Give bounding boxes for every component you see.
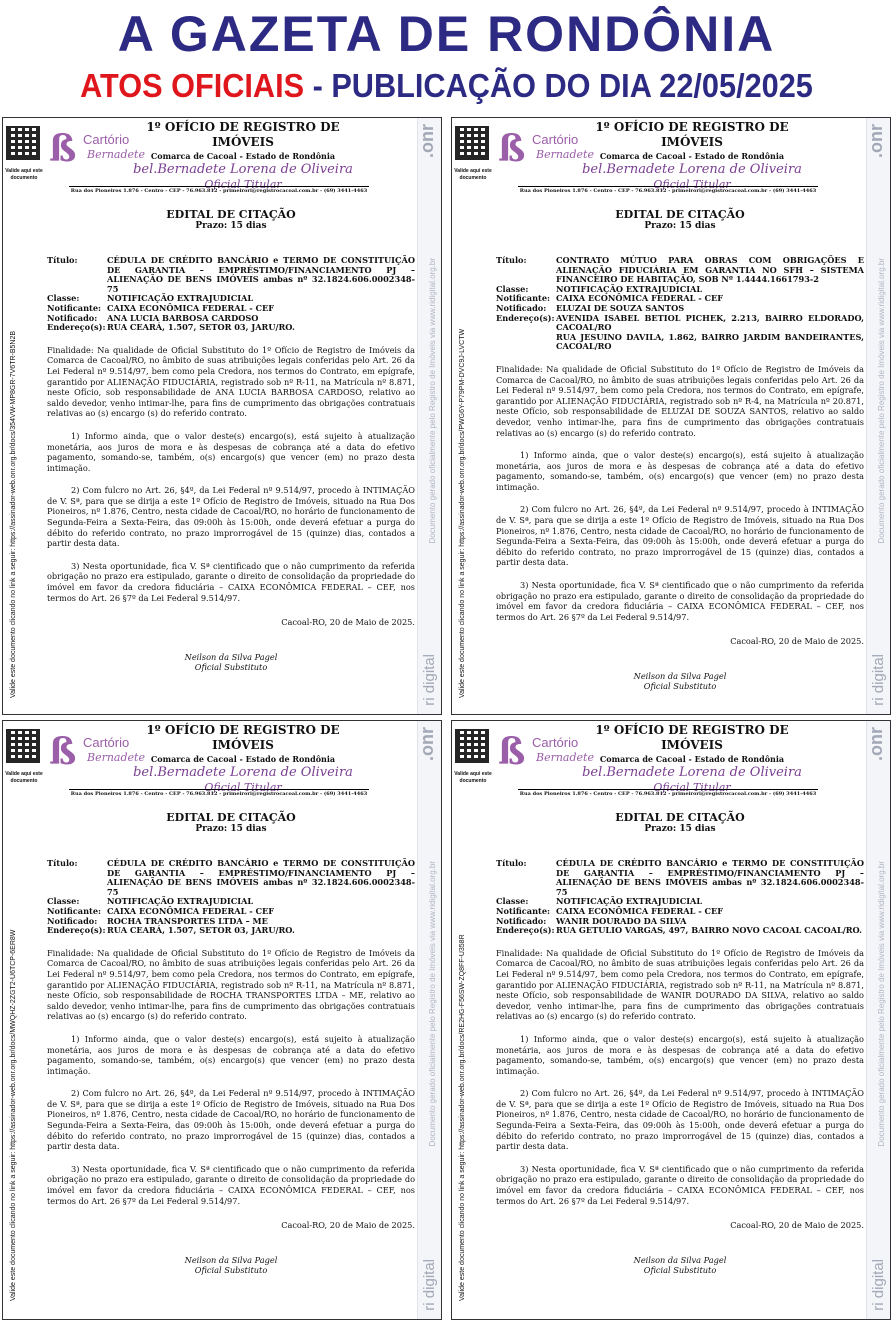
logo-line1: Cartório	[83, 132, 130, 147]
office-header	[572, 723, 812, 795]
onr-text: Documento gerado oficialmente pelo Registro de Imóveis via www.ridigital.org.br	[877, 258, 886, 544]
publication-subtitle	[31, 64, 861, 108]
office-title: 1º OFÍCIO DE REGISTRO DE IMÓVEIS	[595, 723, 789, 752]
field-titulo: Título: CONTRATO MÚTUO PARA OBRAS COM OBRIGAÇÕES E ALIENAÇÃO FIDUCIÁRIA EM GARANTIA NO SFH – SISTEMA FINANCEIRO DE HABITAÇÃO, SOB Nº 1.4444.1661793-2	[496, 255, 864, 285]
office-header	[572, 120, 812, 192]
subtitle-dash: -	[304, 67, 332, 104]
newspaper-title: A GAZETA DE RONDÔNIA	[117, 6, 776, 62]
onr-sidebar	[866, 118, 890, 714]
finalidade-paragraph: Finalidade: Na qualidade de Oficial Substituto do 1º Ofício de Registro de Imóveis da Comarca de Cacoal/RO, no âmbito de suas atribuições legais conferidas pelo Art. 26 da Lei Federal nº 9.514/97, bem como pela Credora, nos termos do Contrato, em epígrafe, garantido por ALIENAÇÃO FIDUCIÁRIA, registrado sob nº R-11, na Matrícula nº 8.871, neste Ofício, sob responsabilidade de WANIR DOURADO DA SILVA, relativo ao saldo devedor, venho intimar-lhe, para fins de cumprimento das obrigações contratuais relativas ao (s) encargo (s) do referido contrato.	[496, 947, 864, 1022]
notice-fields	[496, 256, 864, 352]
onr-text: Documento gerado oficialmente pelo Registro de Imóveis via www.ridigital.org.br	[428, 861, 437, 1147]
field-notificante: Notificante: CAIXA ECONÔMICA FEDERAL - CEF	[496, 907, 864, 917]
onr-text: Documento gerado oficialmente pelo Registro de Imóveis via www.ridigital.org.br	[877, 861, 886, 1147]
finalidade-paragraph: Finalidade: Na qualidade de Oficial Substituto do 1º Ofício de Registro de Imóveis da Comarca de Cacoal/RO, no âmbito de suas atribuições legais conferidas pelo Art. 26 da Lei Federal nº 9.514/97, bem como pela Credora, nos termos do Contrato, em epígrafe, garantido por ALIENAÇÃO FIDUCIÁRIA, registrado sob nº R-11, na Matrícula nº 8.871, neste Ofício, sob responsabilidade de ROCHA TRANSPORTES LTDA – ME, relativo ao saldo devedor, venho intimar-lhe, para fins de cumprimento das obrigações contratuais relativas ao (s) encargo (s) do referido contrato.	[47, 947, 415, 1022]
office-header	[123, 723, 363, 795]
office-address: Rua dos Pioneiros 1.876 - Centro - CEP - 76.963.812 - primeirori@registrocacoal.com.br - (69) 3441-4463	[519, 791, 817, 797]
qr-caption: Valide aqui este documento	[5, 771, 43, 784]
office-name: bel.Bernadete Lorena de Oliveira	[582, 162, 802, 177]
prazo: Prazo: 15 dias	[195, 221, 267, 231]
notificante-value: CAIXA ECONÔMICA FEDERAL - CEF	[556, 293, 724, 304]
paragraph-2: 2) Com fulcro no Art. 26, §4º, da Lei Federal nº 9.514/97, procedo à INTIMAÇÃO de V. Sª, para que se dirija a este 1º Ofício de Registro de Imóveis, situado na Rua Dos Pioneiros, nº 1.876, Centro, nesta cidade de Cacoal/RO, no horário de funcionamento de Segunda-Feira a Sexta-Feira, das 09:00h às 15:00h, onde deverá efetuar a purga do débito do referido contrato, no prazo improrrogável de 15 (quinze) dias, contados a partir desta data.	[496, 1088, 864, 1152]
office-title: 1º OFÍCIO DE REGISTRO DE IMÓVEIS	[146, 723, 340, 752]
onr-sidebar	[866, 721, 890, 1319]
notice-panel-4	[451, 720, 891, 1320]
field-titulo: Título: CÉDULA DE CRÉDITO BANCÁRIO e TERMO DE CONSTITUIÇÃO DE GARANTIA – EMPRÉSTIMO/FINANCIAMENTO PJ – ALIENAÇÃO DE BENS IMÓVEIS ambas nº 32.1824.606.0002348-75	[496, 858, 864, 897]
titulo-value: CÉDULA DE CRÉDITO BANCÁRIO e TERMO DE CONSTITUIÇÃO DE GARANTIA – EMPRÉSTIMO/FINANCIAMENTO PJ – ALIENAÇÃO DE BENS IMÓVEIS ambas nº 32.1824.606.0002348-75	[107, 255, 415, 294]
signature-block	[47, 1255, 415, 1275]
onr-logo-icon: .onr	[417, 124, 437, 158]
office-comarca: Comarca de Cacoal - Estado de Rondônia	[150, 754, 336, 764]
logo-line2: Bernadete	[536, 148, 594, 161]
classe-value: NOTIFICAÇÃO EXTRAJUDICIAL	[107, 293, 254, 304]
notificante-value: CAIXA ECONÔMICA FEDERAL - CEF	[107, 302, 275, 313]
field-endereco: Endereço(s): RUA GETULIO VARGAS, 497, BAIRRO NOVO CACOAL CACOAL/RO.	[496, 925, 863, 936]
notice-panel-3	[2, 720, 442, 1320]
validation-link-text[interactable]: Valide este documento clicando no link a seguir: https://assinador-web.onr.org.br/docs/MWQHZ-2ZGT2-U6TCP-6ER8W	[10, 929, 17, 1301]
office-name: bel.Bernadete Lorena de Oliveira	[133, 765, 353, 780]
signature-name: Neilson da Silva Pagel	[633, 671, 727, 681]
validation-link-text[interactable]: Valide este documento clicando no link a seguir: https://assinador-web.onr.org.br/docs/354VW-MP8GR-7V6TR-B5N2B	[10, 330, 17, 698]
field-classe: Classe: NOTIFICAÇÃO EXTRAJUDICIAL	[47, 294, 415, 304]
signature-block	[496, 1255, 864, 1275]
onr-sidebar	[417, 721, 441, 1319]
signature-role: Oficial Substituto	[194, 661, 268, 672]
qr-code-icon[interactable]	[6, 729, 40, 763]
paragraph-3: 3) Nesta oportunidade, fica V. Sª cientificado que o não cumprimento da referida obrigação no prazo era estipulado, garante o direito de consolidação da propriedade do imóvel em favor da credora fiduciária – CAIXA ECONÔMICA FEDERAL – CEF, nos termos do Art. 26 §7º da Lei Federal 9.514/97.	[496, 1163, 864, 1206]
notice-body	[496, 811, 864, 1275]
signature-name: Neilson da Silva Pagel	[184, 651, 278, 662]
field-titulo: Título: CÉDULA DE CRÉDITO BANCÁRIO e TERMO DE CONSTITUIÇÃO DE GARANTIA – EMPRÉSTIMO/FINANCIAMENTO PJ – ALIENAÇÃO DE BENS IMÓVEIS ambas nº 32.1824.606.0002348-75	[47, 255, 415, 294]
ri-digital-logo-icon: ri digital	[870, 1259, 887, 1311]
subtitle-blue: PUBLICAÇÃO DO DIA 22/05/2025	[331, 67, 813, 104]
validation-link[interactable]	[453, 841, 469, 1301]
field-endereco: Endereço(s): RUA CEARÁ, 1.507, SETOR 03, JARU/RO.	[47, 926, 415, 936]
office-role: Oficial Titular	[204, 178, 282, 191]
office-role: Oficial Titular	[653, 781, 731, 794]
finalidade-paragraph: Finalidade: Na qualidade de Oficial Substituto do 1º Ofício de Registro de Imóveis da Comarca de Cacoal/RO, no âmbito de suas atribuições legais conferidas pelo Art. 26 da Lei Federal nº 9.514/97, bem como pela Credora, nos termos do Contrato, em epígrafe, garantido por ALIENAÇÃO FIDUCIÁRIA, registrado sob nº R-4, na Matrícula nº 20.871, neste Ofício, sob responsabilidade de ELUZAI DE SOUZA SANTOS, relativo ao saldo devedor, venho intimar-lhe, para fins de cumprimento das obrigações contratuais relativas ao (s) encargo (s) do referido contrato.	[496, 363, 864, 438]
office-comarca: Comarca de Cacoal - Estado de Rondônia	[599, 151, 785, 161]
logo-line2: Bernadete	[536, 751, 594, 764]
office-name: bel.Bernadete Lorena de Oliveira	[582, 765, 802, 780]
qr-caption: Valide aqui este documento	[454, 168, 492, 181]
field-notificante: Notificante: CAIXA ECONÔMICA FEDERAL - CEF	[496, 294, 864, 304]
office-role: Oficial Titular	[653, 178, 731, 191]
edital-heading: EDITAL DE CITAÇÃO	[166, 208, 296, 221]
cartorio-logo-mark-icon: ß	[498, 731, 526, 773]
logo-line1: Cartório	[532, 132, 579, 147]
field-titulo: Título: CÉDULA DE CRÉDITO BANCÁRIO e TERMO DE CONSTITUIÇÃO DE GARANTIA – EMPRÉSTIMO/FINANCIAMENTO PJ – ALIENAÇÃO DE BENS IMÓVEIS ambas nº 32.1824.606.0002348-75	[47, 858, 415, 897]
field-classe: Classe: NOTIFICAÇÃO EXTRAJUDICIAL	[47, 897, 415, 907]
signature-name: Neilson da Silva Pagel	[184, 1254, 278, 1265]
place-date: Cacoal-RO, 20 de Maio de 2025.	[730, 1220, 864, 1231]
logo-line1: Cartório	[83, 735, 130, 750]
signature-block	[496, 671, 864, 691]
edital-heading: EDITAL DE CITAÇÃO	[615, 208, 745, 221]
titulo-value: CÉDULA DE CRÉDITO BANCÁRIO e TERMO DE CONSTITUIÇÃO DE GARANTIA – EMPRÉSTIMO/FINANCIAMENTO PJ – ALIENAÇÃO DE BENS IMÓVEIS ambas nº 32.1824.606.0002348-75	[107, 858, 415, 897]
office-title: 1º OFÍCIO DE REGISTRO DE IMÓVEIS	[595, 120, 789, 149]
paragraph-3: 3) Nesta oportunidade, fica V. Sª cientificado que o não cumprimento da referida obrigação no prazo era estipulado, garante o direito de consolidação da propriedade do imóvel em favor da credora fiduciária – CAIXA ECONÔMICA FEDERAL – CEF, nos termos do Art. 26 §7º da Lei Federal 9.514/97.	[47, 560, 415, 603]
validation-link-text[interactable]: Valide este documento clicando no link a seguir: https://assinador-web.onr.org.br/docs/PWG6Y-P79PM-DVC9J-LVCTW	[459, 328, 466, 698]
place-date: Cacoal-RO, 20 de Maio de 2025.	[281, 1220, 415, 1231]
prazo: Prazo: 15 dias	[644, 824, 716, 834]
paragraph-1: 1) Informo ainda, que o valor deste(s) encargo(s), está sujeito à atualização monetária, aos juros de mora e às despesas de cobrança até a data do efetivo pagamento, somando-se, também, o(s) encargo(s) que vencer (em) no prazo desta intimação.	[496, 1033, 864, 1076]
notificante-value: CAIXA ECONÔMICA FEDERAL - CEF	[556, 905, 724, 916]
finalidade-paragraph: Finalidade: Na qualidade de Oficial Substituto do 1º Ofício de Registro de Imóveis da Comarca de Cacoal/RO, no âmbito de suas atribuições legais conferidas pelo Art. 26 da Lei Federal nº 9.514/97, bem como pela Credora, nos termos do Contrato, em epígrafe, garantido por ALIENAÇÃO FIDUCIÁRIA, registrado sob nº R-11, na Matrícula nº 8.871, neste Ofício, sob responsabilidade de ANA LUCIA BARBOSA CARDOSO, relativo ao saldo devedor, venho intimar-lhe, para fins de cumprimento das obrigações contratuais relativas ao (s) encargo (s) do referido contrato.	[47, 344, 415, 419]
office-address: Rua dos Pioneiros 1.876 - Centro - CEP - 76.963.812 - primeirori@registrocacoal.com.br - (69) 3441-4463	[70, 791, 368, 797]
cartorio-logo-mark-icon: ß	[498, 128, 526, 170]
notificado-value: ROCHA TRANSPORTES LTDA – ME	[107, 915, 268, 926]
prazo: Prazo: 15 dias	[195, 824, 267, 834]
office-title: 1º OFÍCIO DE REGISTRO DE IMÓVEIS	[146, 120, 340, 149]
logo-line2: Bernadete	[87, 148, 145, 161]
logo-line1: Cartório	[532, 735, 579, 750]
edital-heading: EDITAL DE CITAÇÃO	[615, 811, 745, 824]
logo-line2: Bernadete	[87, 751, 145, 764]
validation-link[interactable]	[453, 238, 469, 698]
titulo-value: CONTRATO MÚTUO PARA OBRAS COM OBRIGAÇÕES E ALIENAÇÃO FIDUCIÁRIA EM GARANTIA NO SFH – SISTEMA FINANCEIRO DE HABITAÇÃO, SOB Nº 1.4444.1661793-2	[556, 255, 864, 285]
endereco-value: RUA CEARÁ, 1.507, SETOR 03, JARU/RO.	[107, 925, 295, 936]
qr-code-icon[interactable]	[455, 126, 489, 160]
office-comarca: Comarca de Cacoal - Estado de Rondônia	[599, 754, 785, 764]
paragraph-2: 2) Com fulcro no Art. 26, §4º, da Lei Federal nº 9.514/97, procedo à INTIMAÇÃO de V. Sª, para que se dirija a este 1º Ofício de Registro de Imóveis, situado na Rua Dos Pioneiros, nº 1.876, Centro, nesta cidade de Cacoal/RO, no horário de funcionamento de Segunda-Feira a Sexta-Feira, das 09:00h às 15:00h, onde deverá efetuar a purga do débito do referido contrato, no prazo improrrogável de 15 (quinze) dias, contados a partir desta data.	[47, 485, 415, 549]
field-classe: Classe: NOTIFICAÇÃO EXTRAJUDICIAL	[496, 897, 864, 907]
field-notificado: Notificado: ANA LUCIA BARBOSA CARDOSO	[47, 314, 415, 324]
field-notificado: Notificado: ELUZAI DE SOUZA SANTOS	[496, 304, 864, 314]
endereco-value: RUA CEARÁ, 1.507, SETOR 03, JARU/RO.	[107, 322, 295, 333]
notice-panel-1	[2, 117, 442, 715]
field-endereco: Endereço(s): RUA CEARÁ, 1.507, SETOR 03, JARU/RO.	[47, 323, 415, 333]
ri-digital-logo-icon: ri digital	[870, 654, 887, 706]
notice-body	[47, 811, 415, 1275]
onr-logo-icon: .onr	[866, 727, 886, 761]
qr-code-icon[interactable]	[455, 729, 489, 763]
paragraph-3: 3) Nesta oportunidade, fica V. Sª cientificado que o não cumprimento da referida obrigação no prazo era estipulado, garante o direito de consolidação da propriedade do imóvel em favor da credora fiduciária – CAIXA ECONÔMICA FEDERAL – CEF, nos termos do Art. 26 §7º da Lei Federal 9.514/97.	[47, 1163, 415, 1206]
validation-link[interactable]	[4, 841, 20, 1301]
classe-value: NOTIFICAÇÃO EXTRAJUDICIAL	[556, 283, 703, 294]
ri-digital-logo-icon: ri digital	[421, 1259, 438, 1311]
paragraph-1: 1) Informo ainda, que o valor deste(s) encargo(s), está sujeito à atualização monetária, aos juros de mora e às despesas de cobrança até a data do efetivo pagamento, somando-se, também, o(s) encargo(s) que vencer (em) no prazo desta intimação.	[47, 430, 415, 473]
qr-caption: Valide aqui este documento	[454, 771, 492, 784]
field-notificado: Notificado: WANIR DOURADO DA SILVA	[496, 917, 864, 927]
qr-code-icon[interactable]	[6, 126, 40, 160]
classe-value: NOTIFICAÇÃO EXTRAJUDICIAL	[556, 896, 703, 907]
validation-link[interactable]	[4, 238, 20, 698]
cartorio-logo-mark-icon: ß	[49, 731, 77, 773]
notice-body	[496, 208, 864, 691]
notificante-value: CAIXA ECONÔMICA FEDERAL - CEF	[107, 905, 275, 916]
prazo: Prazo: 15 dias	[644, 221, 716, 231]
signature-role: Oficial Substituto	[194, 1264, 268, 1275]
paragraph-2: 2) Com fulcro no Art. 26, §4º, da Lei Federal nº 9.514/97, procedo à INTIMAÇÃO de V. Sª, para que se dirija a este 1º Ofício de Registro de Imóveis, situado na Rua Dos Pioneiros, nº 1.876, Centro, nesta cidade de Cacoal/RO, no horário de funcionamento de Segunda-Feira a Sexta-Feira, das 09:00h às 15:00h, onde deverá efetuar a purga do débito do referido contrato, no prazo improrrogável de 15 (quinze) dias, contados a partir desta data.	[47, 1088, 415, 1152]
validation-link-text[interactable]: Valide este documento clicando no link a seguir: https://assinador-web.onr.org.br/docs/RE2HG-F56SW-ZQ8FF-U358R	[459, 934, 466, 1301]
onr-sidebar	[417, 118, 441, 714]
field-notificante: Notificante: CAIXA ECONÔMICA FEDERAL - CEF	[47, 304, 415, 314]
notificado-value: ELUZAI DE SOUZA SANTOS	[556, 302, 685, 313]
signature-block	[47, 652, 415, 672]
onr-logo-icon: .onr	[417, 727, 437, 761]
office-name: bel.Bernadete Lorena de Oliveira	[133, 162, 353, 177]
onr-text: Documento gerado oficialmente pelo Registro de Imóveis via www.ridigital.org.br	[428, 258, 437, 544]
endereco-value: AVENIDA ISABEL BETIOL PICHEK, 2.213, BAIRRO ELDORADO, CACOAL/RO RUA JESUINO DAVILA, 1.862, BAIRRO JARDIM BANDEIRANTES, CACOAL/RO	[556, 312, 864, 352]
notice-fields	[496, 859, 864, 936]
office-comarca: Comarca de Cacoal - Estado de Rondônia	[150, 151, 336, 161]
place-date: Cacoal-RO, 20 de Maio de 2025.	[730, 636, 864, 647]
titulo-value: CÉDULA DE CRÉDITO BANCÁRIO e TERMO DE CONSTITUIÇÃO DE GARANTIA – EMPRÉSTIMO/FINANCIAMENTO PJ – ALIENAÇÃO DE BENS IMÓVEIS ambas nº 32.1824.606.0002348-75	[556, 858, 864, 897]
field-notificante: Notificante: CAIXA ECONÔMICA FEDERAL - CEF	[47, 907, 415, 917]
place-date: Cacoal-RO, 20 de Maio de 2025.	[281, 617, 415, 628]
paragraph-3: 3) Nesta oportunidade, fica V. Sª cientificado que o não cumprimento da referida obrigação no prazo era estipulado, garante o direito de consolidação da propriedade do imóvel em favor da credora fiduciária – CAIXA ECONÔMICA FEDERAL – CEF, nos termos do Art. 26 §7º da Lei Federal 9.514/97.	[496, 580, 864, 622]
paragraph-1: 1) Informo ainda, que o valor deste(s) encargo(s), está sujeito à atualização monetária, aos juros de mora e às despesas de cobrança até a data do efetivo pagamento, somando-se, também, o(s) encargo(s) que vencer (em) no prazo desta intimação.	[47, 1033, 415, 1076]
office-role: Oficial Titular	[204, 781, 282, 794]
office-address: Rua dos Pioneiros 1.876 - Centro - CEP - 76.963.812 - primeirori@registrocacoal.com.br - (69) 3441-4463	[519, 188, 817, 194]
notice-fields	[47, 859, 415, 936]
paragraph-1: 1) Informo ainda, que o valor deste(s) encargo(s), está sujeito à atualização monetária, aos juros de mora e às despesas de cobrança até a data do efetivo pagamento, somando-se, também, o(s) encargo(s) que vencer (em) no prazo desta intimação.	[496, 450, 864, 492]
classe-value: NOTIFICAÇÃO EXTRAJUDICIAL	[107, 896, 254, 907]
ri-digital-logo-icon: ri digital	[421, 654, 438, 706]
cartorio-logo-mark-icon: ß	[49, 128, 77, 170]
masthead	[0, 0, 893, 116]
notificado-value: ANA LUCIA BARBOSA CARDOSO	[107, 312, 259, 323]
signature-role: Oficial Substituto	[643, 1264, 717, 1275]
signature-role: Oficial Substituto	[643, 681, 717, 691]
qr-caption: Valide aqui este documento	[5, 168, 43, 181]
notice-body	[47, 208, 415, 672]
field-classe: Classe: NOTIFICAÇÃO EXTRAJUDICIAL	[496, 285, 864, 295]
notice-panel-2	[451, 117, 891, 715]
office-header	[123, 120, 363, 192]
subtitle-red: ATOS OFICIAIS	[80, 67, 305, 104]
office-address: Rua dos Pioneiros 1.876 - Centro - CEP - 76.963.812 - primeirori@registrocacoal.com.br - (69) 3441-4463	[70, 188, 368, 194]
notice-fields	[47, 256, 415, 333]
notificado-value: WANIR DOURADO DA SILVA	[556, 915, 687, 926]
onr-logo-icon: .onr	[866, 124, 886, 158]
edital-heading: EDITAL DE CITAÇÃO	[166, 811, 296, 824]
endereco-value: RUA GETULIO VARGAS, 497, BAIRRO NOVO CACOAL CACOAL/RO.	[556, 925, 863, 936]
field-notificado: Notificado: ROCHA TRANSPORTES LTDA – ME	[47, 917, 415, 927]
field-endereco: Endereço(s): AVENIDA ISABEL BETIOL PICHEK, 2.213, BAIRRO ELDORADO, CACOAL/RO RUA JESUINO DAVILA, 1.862, BAIRRO JARDIM BANDEIRANTES, CACOAL/RO	[496, 312, 864, 352]
signature-name: Neilson da Silva Pagel	[633, 1254, 727, 1265]
paragraph-2: 2) Com fulcro no Art. 26, §4º, da Lei Federal nº 9.514/97, procedo à INTIMAÇÃO de V. Sª, para que se dirija a este 1º Ofício de Registro de Imóveis, situado na Rua Dos Pioneiros, nº 1.876, Centro, nesta cidade de Cacoal/RO, no horário de funcionamento de Segunda-Feira a Sexta-Feira, das 09:00h às 15:00h, onde deverá efetuar a purga do débito do referido contrato, no prazo improrrogável de 15 (quinze) dias, contados a partir desta data.	[496, 504, 864, 568]
